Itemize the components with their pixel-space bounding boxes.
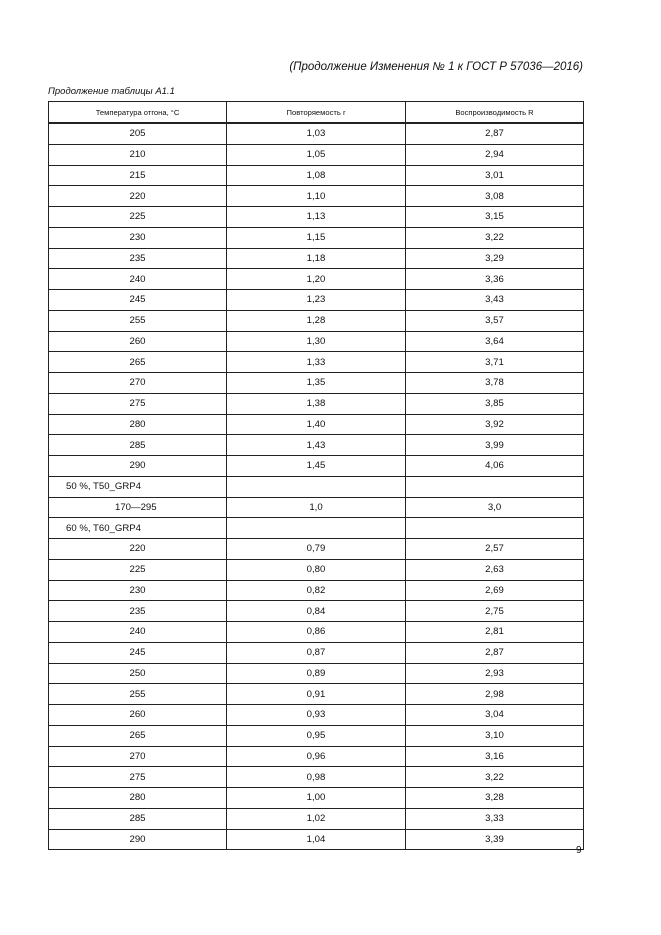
- table-cell-repeatability: 1,43: [227, 435, 406, 456]
- table-cell-reproducibility: 2,87: [406, 642, 584, 663]
- table-cell-reproducibility: 4,06: [406, 456, 584, 477]
- table-row: [49, 414, 584, 435]
- section-row-t60: [49, 518, 584, 539]
- table-row: [49, 373, 584, 394]
- table-cell-repeatability: 0,96: [227, 746, 406, 767]
- table-cell-temperature: 265: [49, 725, 227, 746]
- table-cell-repeatability: 0,87: [227, 642, 406, 663]
- table-row: [49, 705, 584, 726]
- table-cell-reproducibility: 3,39: [406, 829, 584, 850]
- table-row: [49, 310, 584, 331]
- table-cell-repeatability: 0,82: [227, 580, 406, 601]
- table-row: [49, 788, 584, 809]
- table-cell-temperature: 205: [49, 123, 227, 144]
- table-cell-repeatability: 0,84: [227, 601, 406, 622]
- table-cell-temperature: 225: [49, 207, 227, 228]
- table-row: [49, 539, 584, 560]
- table-row: [49, 352, 584, 373]
- table-cell-reproducibility: 3,78: [406, 373, 584, 394]
- table-cell-temperature: 235: [49, 248, 227, 269]
- table-cell-reproducibility: 3,36: [406, 269, 584, 290]
- table-cell-temperature: 245: [49, 290, 227, 311]
- table-cell-reproducibility: 3,22: [406, 227, 584, 248]
- table-row: [49, 497, 584, 518]
- table-cell-reproducibility: 2,63: [406, 559, 584, 580]
- table-cell-reproducibility: 3,33: [406, 808, 584, 829]
- table-cell-temperature: 240: [49, 622, 227, 643]
- table-row: [49, 767, 584, 788]
- table-cell-temperature: 245: [49, 642, 227, 663]
- table-row: [49, 725, 584, 746]
- page-number: 9: [576, 845, 582, 856]
- table-cell-repeatability: 1,08: [227, 165, 406, 186]
- table-cell: [227, 518, 406, 539]
- table-cell-repeatability: 1,03: [227, 123, 406, 144]
- table-header-row: [49, 102, 584, 124]
- table-cell-reproducibility: 3,04: [406, 705, 584, 726]
- table-cell-temperature: 285: [49, 808, 227, 829]
- table-cell-reproducibility: 3,43: [406, 290, 584, 311]
- table-cell-repeatability: 0,80: [227, 559, 406, 580]
- table-row: [49, 580, 584, 601]
- table-cell-reproducibility: 3,28: [406, 788, 584, 809]
- table-cell-temperature: 290: [49, 456, 227, 477]
- table-cell-repeatability: 0,79: [227, 539, 406, 560]
- table-cell-reproducibility: 2,75: [406, 601, 584, 622]
- table-cell-reproducibility: 3,71: [406, 352, 584, 373]
- table-cell-repeatability: 1,33: [227, 352, 406, 373]
- table-cell-temperature: 260: [49, 331, 227, 352]
- table-cell-repeatability: 1,38: [227, 393, 406, 414]
- table-cell-repeatability: 1,10: [227, 186, 406, 207]
- table-cell-repeatability: 0,86: [227, 622, 406, 643]
- table-row: [49, 642, 584, 663]
- table-cell-temperature: 235: [49, 601, 227, 622]
- table-cell-reproducibility: 3,15: [406, 207, 584, 228]
- table-row: [49, 601, 584, 622]
- running-header: (Продолжение Изменения № 1 к ГОСТ Р 57036—2016): [289, 61, 583, 73]
- table-row: [49, 248, 584, 269]
- table-cell-reproducibility: 2,93: [406, 663, 584, 684]
- table-cell-reproducibility: 3,10: [406, 725, 584, 746]
- table-cell-repeatability: 1,18: [227, 248, 406, 269]
- table-cell-repeatability: 1,02: [227, 808, 406, 829]
- data-table: [48, 101, 584, 850]
- table-cell-reproducibility: 3,92: [406, 414, 584, 435]
- table-cell-reproducibility: 2,87: [406, 123, 584, 144]
- table-row: [49, 165, 584, 186]
- table-cell-repeatability: 1,23: [227, 290, 406, 311]
- section-label-t60: 60 %, T60_GRP4: [49, 518, 227, 539]
- table-row: [49, 456, 584, 477]
- section-row-t50: [49, 476, 584, 497]
- table-row: [49, 393, 584, 414]
- column-header-repeatability: Повторяемость r: [227, 102, 406, 124]
- table-cell-repeatability: 1,15: [227, 227, 406, 248]
- table-cell-repeatability: 1,20: [227, 269, 406, 290]
- table-cell-repeatability: 1,35: [227, 373, 406, 394]
- table-row: [49, 663, 584, 684]
- table-cell: [406, 518, 584, 539]
- table-cell-reproducibility: 2,69: [406, 580, 584, 601]
- table-cell-temperature: 280: [49, 414, 227, 435]
- table-cell-repeatability: 0,91: [227, 684, 406, 705]
- table-cell-temperature: 210: [49, 144, 227, 165]
- table-cell-temperature: 225: [49, 559, 227, 580]
- table-row: [49, 123, 584, 144]
- table-cell-reproducibility: 3,57: [406, 310, 584, 331]
- table-cell-temperature: 265: [49, 352, 227, 373]
- table-cell-temperature: 260: [49, 705, 227, 726]
- table-cell-repeatability: 1,45: [227, 456, 406, 477]
- table-cell: [227, 476, 406, 497]
- table-cell-temperature: 230: [49, 580, 227, 601]
- table-cell-repeatability: 1,05: [227, 144, 406, 165]
- table-cell-repeatability: 1,13: [227, 207, 406, 228]
- table-cell-reproducibility: 3,0: [406, 497, 584, 518]
- table-cell-repeatability: 0,93: [227, 705, 406, 726]
- table-cell-repeatability: 1,40: [227, 414, 406, 435]
- table-cell-reproducibility: 3,85: [406, 393, 584, 414]
- table-cell-temperature: 285: [49, 435, 227, 456]
- table-cell-repeatability: 0,95: [227, 725, 406, 746]
- table-cell-reproducibility: 3,22: [406, 767, 584, 788]
- table-row: [49, 186, 584, 207]
- table-row: [49, 684, 584, 705]
- section-label-t50: 50 %, T50_GRP4: [49, 476, 227, 497]
- table-cell-temperature: 215: [49, 165, 227, 186]
- table-row: [49, 622, 584, 643]
- table-cell-temperature: 220: [49, 186, 227, 207]
- table-cell-temperature: 255: [49, 684, 227, 705]
- table-row: [49, 435, 584, 456]
- table-cell-reproducibility: 2,81: [406, 622, 584, 643]
- table-cell-reproducibility: 2,57: [406, 539, 584, 560]
- table-cell-reproducibility: 3,08: [406, 186, 584, 207]
- table-row: [49, 207, 584, 228]
- table-cell-temperature: 270: [49, 373, 227, 394]
- table-cell-repeatability: 1,30: [227, 331, 406, 352]
- table-cell-reproducibility: 3,64: [406, 331, 584, 352]
- table-row: [49, 808, 584, 829]
- table-cell-repeatability: 0,98: [227, 767, 406, 788]
- table-cell-temperature: 250: [49, 663, 227, 684]
- table-cell-temperature: 270: [49, 746, 227, 767]
- table-cell-repeatability: 1,0: [227, 497, 406, 518]
- table-cell-repeatability: 1,28: [227, 310, 406, 331]
- table-cell-temperature: 290: [49, 829, 227, 850]
- table-row: [49, 290, 584, 311]
- table-caption: Продолжение таблицы А1.1: [48, 86, 175, 97]
- table-cell-temperature: 280: [49, 788, 227, 809]
- table-row: [49, 269, 584, 290]
- table-row: [49, 331, 584, 352]
- table-cell-reproducibility: 3,01: [406, 165, 584, 186]
- table-cell: [406, 476, 584, 497]
- table-row: [49, 829, 584, 850]
- table-cell-temperature: 240: [49, 269, 227, 290]
- column-header-reproducibility: Воспроизводимость R: [406, 102, 584, 124]
- table-cell-temperature: 255: [49, 310, 227, 331]
- table-row: [49, 227, 584, 248]
- table-cell-repeatability: 1,00: [227, 788, 406, 809]
- table-cell-reproducibility: 3,99: [406, 435, 584, 456]
- table-cell-repeatability: 1,04: [227, 829, 406, 850]
- table-cell-reproducibility: 2,94: [406, 144, 584, 165]
- table-row: [49, 559, 584, 580]
- table-cell-reproducibility: 3,29: [406, 248, 584, 269]
- table-cell-repeatability: 0,89: [227, 663, 406, 684]
- table-cell-temperature: 275: [49, 393, 227, 414]
- table-cell-reproducibility: 3,16: [406, 746, 584, 767]
- table-cell-temperature: 170—295: [49, 497, 227, 518]
- table-row: [49, 144, 584, 165]
- table-cell-reproducibility: 2,98: [406, 684, 584, 705]
- table-cell-temperature: 275: [49, 767, 227, 788]
- table-cell-temperature: 230: [49, 227, 227, 248]
- table-row: [49, 746, 584, 767]
- table-cell-temperature: 220: [49, 539, 227, 560]
- column-header-temperature: Температура отгона, °С: [49, 102, 227, 124]
